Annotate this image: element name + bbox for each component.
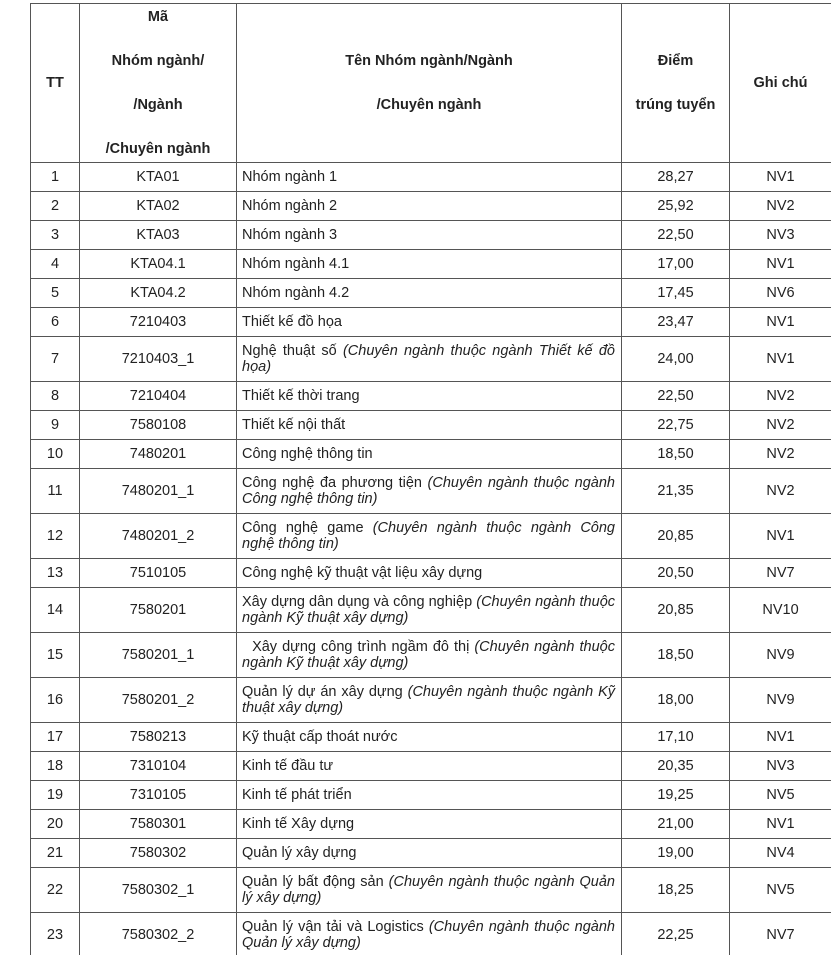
row-tt: 13	[31, 559, 80, 588]
table-row	[31, 868, 832, 913]
row-score: 24,00	[622, 337, 730, 382]
row-remark: NV7	[730, 559, 832, 588]
row-code: 7310104	[80, 752, 237, 781]
row-score: 22,75	[622, 411, 730, 440]
row-remark: NV7	[730, 913, 832, 955]
row-remark: NV5	[730, 868, 832, 913]
row-remark: NV2	[730, 411, 832, 440]
row-remark: NV1	[730, 163, 832, 192]
row-tt: 19	[31, 781, 80, 810]
row-name-text: Xây dựng dân dụng và công nghiệp	[242, 594, 477, 610]
row-name	[237, 192, 622, 221]
row-tt: 18	[31, 752, 80, 781]
row-tt: 2	[31, 192, 80, 221]
row-tt: 21	[31, 839, 80, 868]
row-code: 7580302_1	[80, 868, 237, 913]
table-row	[31, 411, 832, 440]
row-tt: 5	[31, 279, 80, 308]
row-score: 18,50	[622, 440, 730, 469]
row-tt: 22	[31, 868, 80, 913]
table-row	[31, 913, 832, 955]
row-code: 7480201_2	[80, 514, 237, 559]
row-name-text: Quản lý xây dựng	[242, 845, 357, 861]
row-remark: NV2	[730, 192, 832, 221]
row-code: 7580108	[80, 411, 237, 440]
row-tt: 3	[31, 221, 80, 250]
row-tt: 7	[31, 337, 80, 382]
row-tt: 15	[31, 633, 80, 678]
row-code: 7510105	[80, 559, 237, 588]
table-row	[31, 163, 832, 192]
row-score: 19,00	[622, 839, 730, 868]
row-name-text: Nghệ thuật số	[242, 343, 343, 359]
row-score: 18,00	[622, 678, 730, 723]
row-name	[237, 514, 622, 559]
row-name	[237, 913, 622, 955]
table-row	[31, 588, 832, 633]
row-name-text: Xây dựng công trình ngầm đô thị	[242, 639, 475, 655]
row-score: 22,25	[622, 913, 730, 955]
row-remark: NV1	[730, 514, 832, 559]
table-body	[31, 163, 832, 955]
row-remark: NV2	[730, 469, 832, 514]
row-score: 17,10	[622, 723, 730, 752]
row-score: 20,35	[622, 752, 730, 781]
table-row	[31, 469, 832, 514]
row-remark: NV9	[730, 678, 832, 723]
row-remark: NV10	[730, 588, 832, 633]
row-remark: NV1	[730, 810, 832, 839]
row-score: 18,25	[622, 868, 730, 913]
row-score: 17,45	[622, 279, 730, 308]
row-name	[237, 163, 622, 192]
header-tt: TT	[31, 4, 80, 163]
row-code: KTA01	[80, 163, 237, 192]
header-name: Tên Nhóm ngành/Ngành /Chuyên ngành	[237, 4, 622, 163]
row-code: 7580213	[80, 723, 237, 752]
row-score: 20,85	[622, 514, 730, 559]
row-score: 25,92	[622, 192, 730, 221]
row-remark: NV1	[730, 337, 832, 382]
row-code: KTA04.1	[80, 250, 237, 279]
row-score: 17,00	[622, 250, 730, 279]
row-code: 7580201_2	[80, 678, 237, 723]
row-score: 21,35	[622, 469, 730, 514]
row-name	[237, 839, 622, 868]
row-remark: NV1	[730, 723, 832, 752]
row-tt: 11	[31, 469, 80, 514]
row-name	[237, 279, 622, 308]
row-name-text: Thiết kế đồ họa	[242, 314, 342, 330]
row-name	[237, 440, 622, 469]
header-note: Ghi chú	[730, 4, 832, 163]
row-remark: NV5	[730, 781, 832, 810]
row-name-text: Quản lý dự án xây dựng	[242, 684, 408, 700]
row-code: KTA04.2	[80, 279, 237, 308]
row-name-note: (Chuyên ngành thuộc ngành Công nghệ thông tin)	[242, 520, 615, 552]
row-name-text: Nhóm ngành 4.1	[242, 256, 350, 272]
table-row	[31, 633, 832, 678]
row-name-note: (Chuyên ngành thuộc ngành Công nghệ thông tin)	[242, 475, 615, 507]
row-tt: 20	[31, 810, 80, 839]
row-code: 7580302_2	[80, 913, 237, 955]
row-name-text: Nhóm ngành 3	[242, 227, 338, 243]
row-tt: 23	[31, 913, 80, 955]
table-row	[31, 250, 832, 279]
row-name	[237, 781, 622, 810]
row-remark: NV9	[730, 633, 832, 678]
row-remark: NV1	[730, 308, 832, 337]
row-name	[237, 810, 622, 839]
row-name-text: Kinh tế phát triển	[242, 787, 352, 803]
row-tt: 4	[31, 250, 80, 279]
header-score: Điểm trúng tuyển	[622, 4, 730, 163]
row-code: 7210403	[80, 308, 237, 337]
table-row	[31, 221, 832, 250]
row-score: 18,50	[622, 633, 730, 678]
row-code: 7580302	[80, 839, 237, 868]
row-name	[237, 308, 622, 337]
row-remark: NV3	[730, 752, 832, 781]
row-tt: 17	[31, 723, 80, 752]
row-name-note: (Chuyên ngành thuộc ngành Quản lý xây dựng)	[242, 919, 615, 951]
row-score: 20,85	[622, 588, 730, 633]
row-name-text: Thiết kế thời trang	[242, 388, 360, 404]
table-row	[31, 337, 832, 382]
row-name	[237, 382, 622, 411]
row-code: KTA02	[80, 192, 237, 221]
table-row	[31, 382, 832, 411]
row-code: 7580201	[80, 588, 237, 633]
row-tt: 10	[31, 440, 80, 469]
row-name	[237, 250, 622, 279]
table-row	[31, 723, 832, 752]
row-remark: NV2	[730, 382, 832, 411]
row-tt: 8	[31, 382, 80, 411]
row-code: 7310105	[80, 781, 237, 810]
row-name-note: (Chuyên ngành thuộc ngành Kỹ thuật xây dựng)	[242, 684, 615, 716]
header-code: Mã Nhóm ngành/ /Ngành /Chuyên ngành	[80, 4, 237, 163]
row-name-text: Nhóm ngành 1	[242, 169, 338, 185]
table-row	[31, 440, 832, 469]
table-row	[31, 678, 832, 723]
row-code: 7480201_1	[80, 469, 237, 514]
row-score: 20,50	[622, 559, 730, 588]
row-remark: NV2	[730, 440, 832, 469]
row-name-text: Công nghệ đa phương tiện	[242, 475, 428, 491]
row-tt: 16	[31, 678, 80, 723]
row-name-note: (Chuyên ngành thuộc ngành Kỹ thuật xây dựng)	[242, 639, 615, 671]
table-row	[31, 839, 832, 868]
row-name	[237, 221, 622, 250]
row-name	[237, 559, 622, 588]
row-code: 7210403_1	[80, 337, 237, 382]
table-row	[31, 514, 832, 559]
row-tt: 6	[31, 308, 80, 337]
row-code: 7580301	[80, 810, 237, 839]
row-tt: 12	[31, 514, 80, 559]
row-name-text: Nhóm ngành 4.2	[242, 285, 350, 301]
row-name-text: Kinh tế Xây dựng	[242, 816, 355, 832]
row-name	[237, 337, 622, 382]
row-name-text: Công nghệ kỹ thuật vật liệu xây dựng	[242, 565, 483, 581]
row-name-note: (Chuyên ngành thuộc ngành Quản lý xây dựng)	[242, 874, 615, 906]
row-tt: 1	[31, 163, 80, 192]
row-name-text: Kinh tế đầu tư	[242, 758, 334, 774]
row-name-note: (Chuyên ngành thuộc ngành Kỹ thuật xây dựng)	[242, 594, 616, 626]
table-row	[31, 308, 832, 337]
row-remark: NV4	[730, 839, 832, 868]
admission-score-table-container	[30, 3, 831, 955]
row-code: 7580201_1	[80, 633, 237, 678]
row-score: 21,00	[622, 810, 730, 839]
table-row	[31, 559, 832, 588]
row-name-text: Công nghệ thông tin	[242, 446, 373, 462]
row-name	[237, 588, 622, 633]
row-code: 7480201	[80, 440, 237, 469]
row-tt: 9	[31, 411, 80, 440]
admission-score-table	[30, 3, 831, 955]
table-row	[31, 192, 832, 221]
row-name-text: Quản lý bất động sản	[242, 874, 389, 890]
table-header-row	[31, 4, 832, 163]
row-name-text: Nhóm ngành 2	[242, 198, 338, 214]
row-name-text: Quản lý vận tải và Logistics	[242, 919, 429, 935]
row-name-text: Kỹ thuật cấp thoát nước	[242, 729, 398, 745]
row-name	[237, 868, 622, 913]
row-name	[237, 411, 622, 440]
row-name	[237, 678, 622, 723]
row-score: 22,50	[622, 221, 730, 250]
row-remark: NV3	[730, 221, 832, 250]
row-name	[237, 469, 622, 514]
table-row	[31, 752, 832, 781]
row-remark: NV6	[730, 279, 832, 308]
row-score: 19,25	[622, 781, 730, 810]
row-remark: NV1	[730, 250, 832, 279]
row-name-note: (Chuyên ngành thuộc ngành Thiết kế đồ họa)	[242, 343, 615, 375]
row-name	[237, 723, 622, 752]
row-name	[237, 633, 622, 678]
row-score: 22,50	[622, 382, 730, 411]
row-code: KTA03	[80, 221, 237, 250]
table-row	[31, 810, 832, 839]
row-score: 28,27	[622, 163, 730, 192]
table-row	[31, 781, 832, 810]
row-name-text: Thiết kế nội thất	[242, 417, 346, 433]
row-score: 23,47	[622, 308, 730, 337]
row-name-text: Công nghệ game	[242, 520, 373, 536]
row-code: 7210404	[80, 382, 237, 411]
row-name	[237, 752, 622, 781]
table-row	[31, 279, 832, 308]
row-tt: 14	[31, 588, 80, 633]
